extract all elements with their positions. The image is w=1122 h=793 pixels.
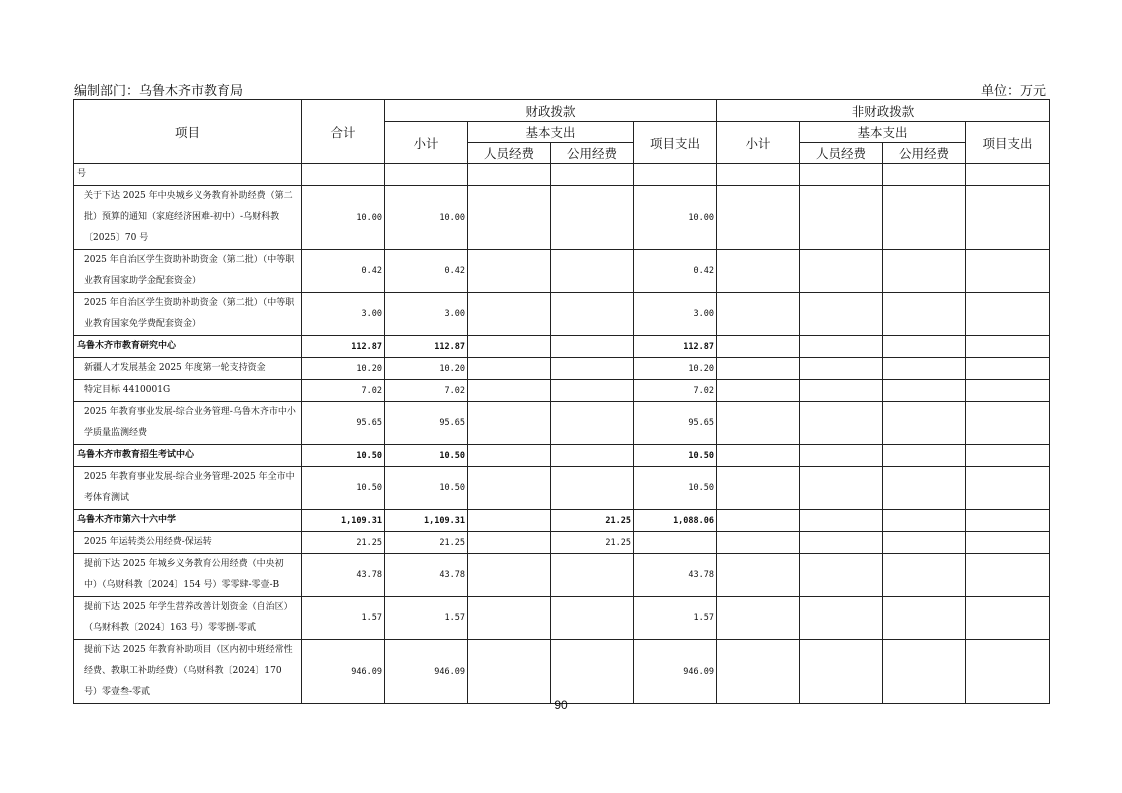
col-header-fiscal-personnel: 人员经费 (468, 143, 551, 164)
col-header-fiscal: 财政拨款 (385, 100, 717, 122)
nonfiscal-empty-cell (883, 380, 966, 402)
nonfiscal-empty-cell (800, 336, 883, 358)
budget-table (73, 99, 1050, 704)
page-number: 90 (554, 698, 568, 712)
nonfiscal-empty-cell (717, 186, 800, 250)
amount-cell-pers (468, 164, 551, 186)
nonfiscal-empty-cell (717, 467, 800, 510)
table-row (74, 597, 1050, 640)
amount-cell-pub (551, 250, 634, 293)
nonfiscal-empty-cell (966, 250, 1050, 293)
amount-cell-proj: 946.09 (634, 640, 717, 704)
nonfiscal-empty-cell (966, 510, 1050, 532)
amount-cell-sub: 1,109.31 (385, 510, 468, 532)
nonfiscal-empty-cell (800, 467, 883, 510)
amount-cell-proj: 1,088.06 (634, 510, 717, 532)
nonfiscal-empty-cell (717, 164, 800, 186)
item-name-cell: 提前下达 2025 年学生营养改善计划资金（自治区）（乌财科教〔2024〕163 号）零零捌-零贰 (74, 597, 302, 640)
nonfiscal-empty-cell (966, 358, 1050, 380)
nonfiscal-empty-cell (717, 640, 800, 704)
table-row (74, 640, 1050, 704)
col-header-fiscal-public: 公用经费 (551, 143, 634, 164)
amount-cell-total: 10.50 (302, 445, 385, 467)
nonfiscal-empty-cell (717, 532, 800, 554)
table-row (74, 467, 1050, 510)
nonfiscal-empty-cell (966, 597, 1050, 640)
table-row (74, 186, 1050, 250)
col-header-fiscal-basic: 基本支出 (468, 122, 634, 143)
item-name-cell: 关于下达 2025 年中央城乡义务教育补助经费（第二批）预算的通知（家庭经济困难-初中）-乌财科教〔2025〕70 号 (74, 186, 302, 250)
nonfiscal-empty-cell (800, 358, 883, 380)
table-row (74, 164, 1050, 186)
amount-cell-pers (468, 358, 551, 380)
item-name-cell: 2025 年运转类公用经费-保运转 (74, 532, 302, 554)
unit-label: 单位：万元 (980, 84, 1046, 99)
amount-cell-pers (468, 380, 551, 402)
nonfiscal-empty-cell (800, 164, 883, 186)
nonfiscal-empty-cell (800, 402, 883, 445)
amount-cell-pub (551, 445, 634, 467)
col-header-fiscal-subtotal: 小计 (385, 122, 468, 164)
table-row (74, 554, 1050, 597)
nonfiscal-empty-cell (717, 336, 800, 358)
amount-cell-pers (468, 445, 551, 467)
amount-cell-proj: 10.00 (634, 186, 717, 250)
amount-cell-pub (551, 380, 634, 402)
item-name-cell: 新疆人才发展基金 2025 年度第一轮支持资金 (74, 358, 302, 380)
amount-cell-pers (468, 402, 551, 445)
nonfiscal-empty-cell (717, 597, 800, 640)
nonfiscal-empty-cell (800, 380, 883, 402)
amount-cell-pub (551, 597, 634, 640)
item-name-cell: 乌鲁木齐市教育研究中心 (74, 336, 302, 358)
col-header-item: 项目 (74, 100, 302, 164)
amount-cell-total: 10.50 (302, 467, 385, 510)
nonfiscal-empty-cell (966, 164, 1050, 186)
nonfiscal-empty-cell (800, 293, 883, 336)
item-name-cell: 提前下达 2025 年城乡义务教育公用经费（中央初中）（乌财科教〔2024〕154 号）零零肆-零壹-B (74, 554, 302, 597)
nonfiscal-empty-cell (717, 358, 800, 380)
nonfiscal-empty-cell (800, 532, 883, 554)
amount-cell-pers (468, 186, 551, 250)
amount-cell-total: 0.42 (302, 250, 385, 293)
table-row (74, 402, 1050, 445)
amount-cell-proj: 3.00 (634, 293, 717, 336)
table-row (74, 532, 1050, 554)
nonfiscal-empty-cell (800, 554, 883, 597)
table-group-row (74, 445, 1050, 467)
amount-cell-total: 21.25 (302, 532, 385, 554)
amount-cell-total: 43.78 (302, 554, 385, 597)
amount-cell-sub: 946.09 (385, 640, 468, 704)
amount-cell-sub: 10.00 (385, 186, 468, 250)
amount-cell-proj: 10.50 (634, 467, 717, 510)
amount-cell-pers (468, 250, 551, 293)
nonfiscal-empty-cell (883, 532, 966, 554)
col-header-nonfiscal-basic: 基本支出 (800, 122, 966, 143)
amount-cell-sub: 112.87 (385, 336, 468, 358)
table-group-row (74, 336, 1050, 358)
amount-cell-pub (551, 293, 634, 336)
item-name-cell: 乌鲁木齐市第六十六中学 (74, 510, 302, 532)
amount-cell-proj: 0.42 (634, 250, 717, 293)
amount-cell-pub (551, 640, 634, 704)
nonfiscal-empty-cell (966, 336, 1050, 358)
amount-cell-sub: 10.20 (385, 358, 468, 380)
amount-cell-pers (468, 640, 551, 704)
nonfiscal-empty-cell (883, 597, 966, 640)
nonfiscal-empty-cell (966, 467, 1050, 510)
nonfiscal-empty-cell (883, 250, 966, 293)
amount-cell-proj: 43.78 (634, 554, 717, 597)
amount-cell-pers (468, 293, 551, 336)
amount-cell-proj: 112.87 (634, 336, 717, 358)
nonfiscal-empty-cell (966, 532, 1050, 554)
amount-cell-sub: 10.50 (385, 467, 468, 510)
item-name-cell: 乌鲁木齐市教育招生考试中心 (74, 445, 302, 467)
nonfiscal-empty-cell (883, 402, 966, 445)
amount-cell-pers (468, 336, 551, 358)
table-row (74, 380, 1050, 402)
item-name-cell: 特定目标 4410001G (74, 380, 302, 402)
nonfiscal-empty-cell (800, 445, 883, 467)
amount-cell-sub: 95.65 (385, 402, 468, 445)
amount-cell-total: 946.09 (302, 640, 385, 704)
item-name-cell: 提前下达 2025 年教育补助项目（区内初中班经常性经费、教职工补助经费）（乌财科教〔2024〕170 号）零壹叁-零贰 (74, 640, 302, 704)
nonfiscal-empty-cell (717, 402, 800, 445)
amount-cell-total: 1.57 (302, 597, 385, 640)
item-name-cell: 2025 年教育事业发展-综合业务管理-乌鲁木齐市中小学质量监测经费 (74, 402, 302, 445)
nonfiscal-empty-cell (883, 510, 966, 532)
item-name-cell: 2025 年自治区学生资助补助资金（第二批）（中等职业教育国家免学费配套资金） (74, 293, 302, 336)
amount-cell-pub: 21.25 (551, 532, 634, 554)
amount-cell-pub: 21.25 (551, 510, 634, 532)
item-name-cell: 2025 年自治区学生资助补助资金（第二批）（中等职业教育国家助学金配套资金） (74, 250, 302, 293)
nonfiscal-empty-cell (966, 445, 1050, 467)
nonfiscal-empty-cell (966, 640, 1050, 704)
nonfiscal-empty-cell (883, 186, 966, 250)
amount-cell-pers (468, 532, 551, 554)
nonfiscal-empty-cell (717, 554, 800, 597)
nonfiscal-empty-cell (717, 510, 800, 532)
nonfiscal-empty-cell (966, 293, 1050, 336)
amount-cell-pub (551, 467, 634, 510)
nonfiscal-empty-cell (800, 186, 883, 250)
table-row (74, 358, 1050, 380)
amount-cell-pub (551, 402, 634, 445)
nonfiscal-empty-cell (800, 640, 883, 704)
nonfiscal-empty-cell (883, 445, 966, 467)
nonfiscal-empty-cell (717, 293, 800, 336)
amount-cell-total: 7.02 (302, 380, 385, 402)
table-row (74, 250, 1050, 293)
nonfiscal-empty-cell (717, 380, 800, 402)
department-label: 编制部门：乌鲁木齐市教育局 (74, 84, 244, 99)
nonfiscal-empty-cell (966, 402, 1050, 445)
amount-cell-proj: 7.02 (634, 380, 717, 402)
nonfiscal-empty-cell (883, 640, 966, 704)
item-name-cell: 号 (74, 164, 302, 186)
nonfiscal-empty-cell (883, 358, 966, 380)
amount-cell-proj: 10.20 (634, 358, 717, 380)
amount-cell-total: 95.65 (302, 402, 385, 445)
col-header-nonfiscal-project: 项目支出 (966, 122, 1050, 164)
amount-cell-sub: 10.50 (385, 445, 468, 467)
nonfiscal-empty-cell (883, 164, 966, 186)
col-header-nonfiscal-subtotal: 小计 (717, 122, 800, 164)
amount-cell-total: 10.00 (302, 186, 385, 250)
col-header-nonfiscal-public: 公用经费 (883, 143, 966, 164)
amount-cell-sub: 0.42 (385, 250, 468, 293)
col-header-fiscal-project: 项目支出 (634, 122, 717, 164)
nonfiscal-empty-cell (717, 250, 800, 293)
amount-cell-total: 1,109.31 (302, 510, 385, 532)
amount-cell-proj (634, 532, 717, 554)
amount-cell-proj: 95.65 (634, 402, 717, 445)
nonfiscal-empty-cell (883, 554, 966, 597)
amount-cell-pub (551, 186, 634, 250)
amount-cell-pers (468, 597, 551, 640)
amount-cell-pub (551, 164, 634, 186)
amount-cell-pub (551, 358, 634, 380)
nonfiscal-empty-cell (966, 380, 1050, 402)
amount-cell-pub (551, 554, 634, 597)
amount-cell-sub (385, 164, 468, 186)
amount-cell-proj: 10.50 (634, 445, 717, 467)
amount-cell-total: 3.00 (302, 293, 385, 336)
nonfiscal-empty-cell (883, 467, 966, 510)
amount-cell-total: 10.20 (302, 358, 385, 380)
table-row (74, 293, 1050, 336)
amount-cell-sub: 21.25 (385, 532, 468, 554)
nonfiscal-empty-cell (800, 250, 883, 293)
nonfiscal-empty-cell (883, 336, 966, 358)
amount-cell-pers (468, 467, 551, 510)
col-header-nonfiscal: 非财政拨款 (717, 100, 1050, 122)
col-header-nonfiscal-personnel: 人员经费 (800, 143, 883, 164)
amount-cell-sub: 7.02 (385, 380, 468, 402)
nonfiscal-empty-cell (966, 554, 1050, 597)
nonfiscal-empty-cell (800, 510, 883, 532)
amount-cell-sub: 43.78 (385, 554, 468, 597)
amount-cell-total: 112.87 (302, 336, 385, 358)
table-group-row (74, 510, 1050, 532)
amount-cell-total (302, 164, 385, 186)
amount-cell-pers (468, 510, 551, 532)
amount-cell-sub: 3.00 (385, 293, 468, 336)
amount-cell-proj (634, 164, 717, 186)
item-name-cell: 2025 年教育事业发展-综合业务管理-2025 年全市中考体育测试 (74, 467, 302, 510)
nonfiscal-empty-cell (717, 445, 800, 467)
amount-cell-pers (468, 554, 551, 597)
amount-cell-proj: 1.57 (634, 597, 717, 640)
col-header-total: 合计 (302, 100, 385, 164)
nonfiscal-empty-cell (883, 293, 966, 336)
amount-cell-sub: 1.57 (385, 597, 468, 640)
nonfiscal-empty-cell (966, 186, 1050, 250)
nonfiscal-empty-cell (800, 597, 883, 640)
amount-cell-pub (551, 336, 634, 358)
